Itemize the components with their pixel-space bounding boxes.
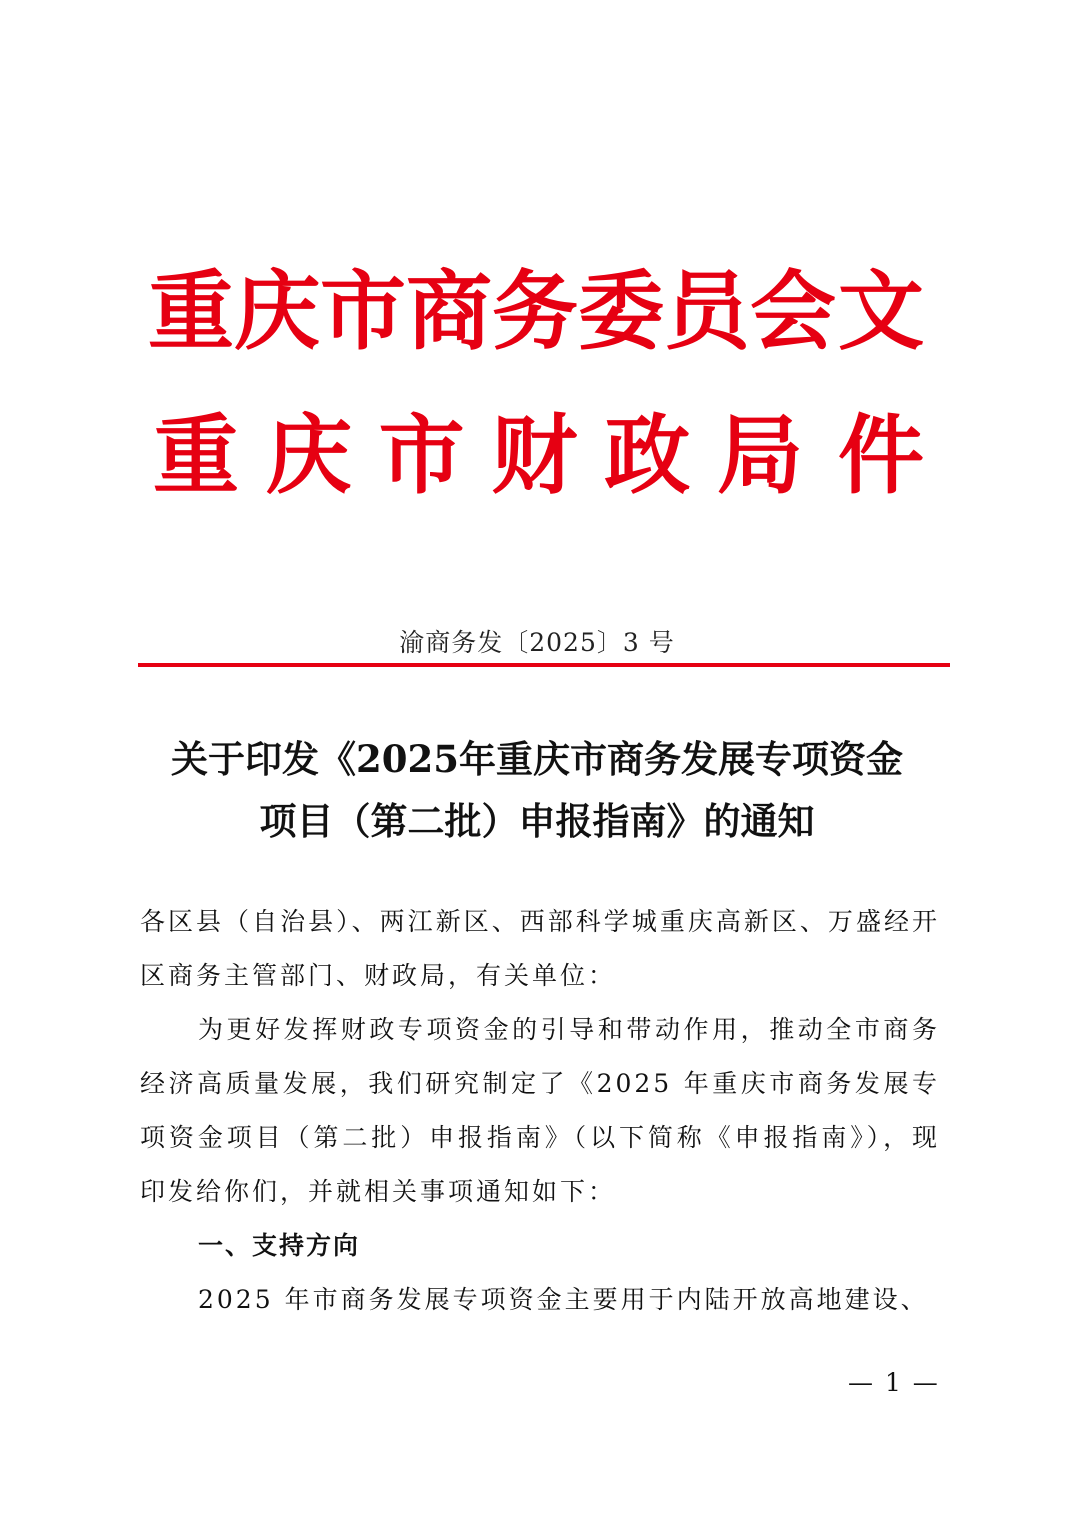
masthead-char: 重 — [148, 261, 234, 362]
masthead-char: 重 — [153, 405, 239, 506]
masthead-char: 财 — [491, 405, 578, 506]
masthead-char: 市 — [320, 261, 406, 362]
masthead-char: 委 — [578, 261, 664, 362]
document-number: 渝商务发〔2025〕3 号 — [399, 628, 675, 657]
masthead-char: 局 — [716, 405, 803, 506]
document-title — [130, 728, 944, 852]
title-line-1: 关于印发《2025年重庆市商务发展专项资金 — [171, 737, 903, 781]
masthead-char: 商 — [406, 261, 492, 362]
masthead-char: 政 — [604, 405, 691, 506]
masthead-issuer-finance — [148, 406, 808, 506]
masthead-wen: 文 — [838, 261, 924, 362]
masthead-char: 庆 — [234, 261, 320, 362]
body-paragraph: 为更好发挥财政专项资金的引导和带动作用，推动全市商务经济高质量发展，我们研究制定了《2025 年重庆市商务发展专项资金项目（第二批）申报指南》（以下简称《申报指南》），现印发给你们，并就相关事项通知如下： — [140, 1015, 940, 1206]
title-line-2: 项目（第二批）申报指南》的通知 — [259, 799, 815, 843]
section-heading: 一、支持方向 — [198, 1231, 361, 1260]
recipients: 各区县（自治县）、两江新区、西部科学城重庆高新区、万盛经开区商务主管部门、财政局，有关单位： — [140, 907, 940, 990]
masthead-char: 员 — [664, 261, 750, 362]
red-masthead — [148, 262, 928, 532]
page-number: — 1 — — [848, 1368, 940, 1397]
masthead-wenjian — [838, 262, 928, 506]
masthead-char: 庆 — [265, 405, 352, 506]
body-paragraph: 2025 年市商务发展专项资金主要用于内陆开放高地建设、 — [198, 1285, 929, 1314]
masthead-jian: 件 — [838, 405, 924, 506]
masthead-char: 会 — [750, 261, 836, 362]
masthead-issuers — [148, 261, 836, 506]
masthead-issuer-commerce — [148, 261, 836, 362]
red-separator-line — [138, 663, 950, 667]
masthead-char: 务 — [492, 261, 578, 362]
document-body — [140, 895, 940, 1327]
masthead-char: 市 — [378, 405, 465, 506]
